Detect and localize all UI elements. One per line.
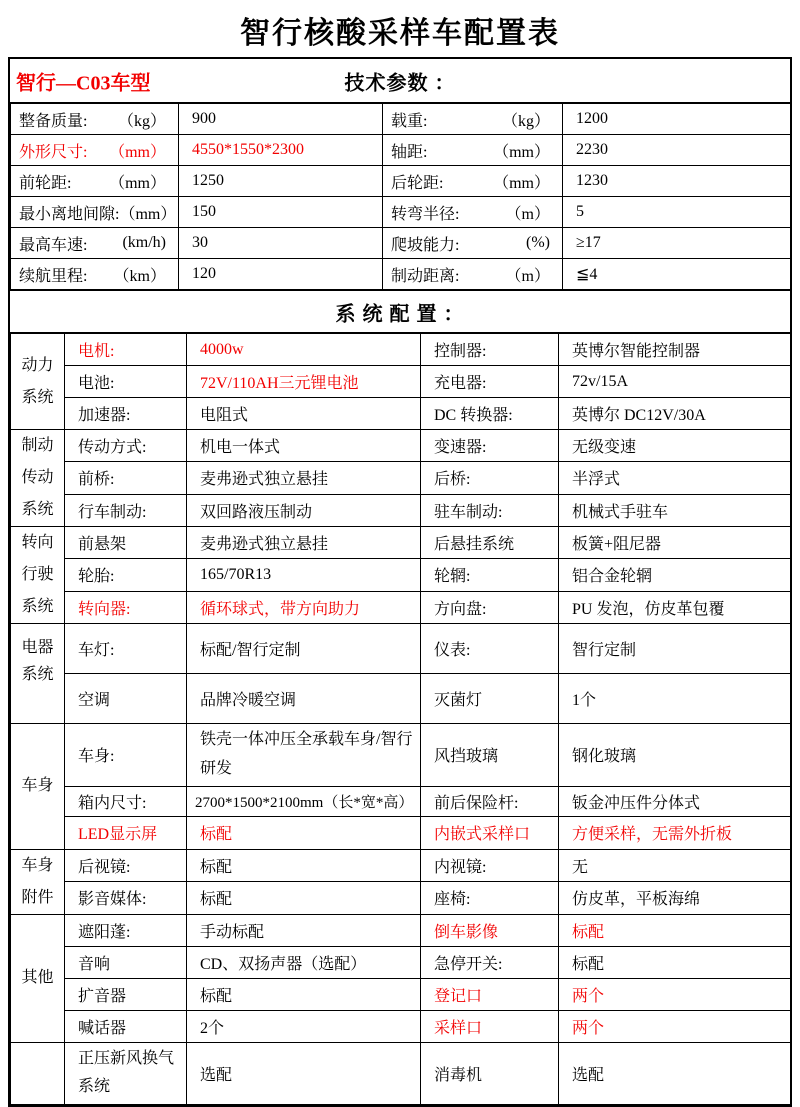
param-value-cell: 900 (179, 104, 383, 135)
group-line: 附件 (21, 888, 54, 906)
value-cell: 选配 (187, 1042, 421, 1105)
table-row (11, 494, 791, 526)
attr-cell: DC 转换器: (421, 398, 559, 430)
attr-cell: 倒车影像 (421, 914, 559, 946)
attr-cell: 后桥: (421, 462, 559, 494)
attr-cell: 音响 (65, 946, 187, 978)
attr-cell: 电机: (65, 334, 187, 366)
tech-params-header-row (10, 59, 790, 103)
group-line: 传动 (21, 469, 54, 486)
attr-cell: 登记口 (421, 978, 559, 1010)
table-row (11, 914, 791, 946)
param-label-cell (383, 166, 563, 197)
attr-cell: 充电器: (421, 366, 559, 398)
attr-cell: 正压新风换气系统 (65, 1042, 187, 1105)
param-unit: （mm） (109, 143, 166, 161)
param-unit: （m） (505, 267, 550, 285)
table-row (11, 559, 791, 591)
param-label-cell (11, 197, 179, 228)
value-cell: 麦弗逊式独立悬挂 (187, 462, 421, 494)
table-row (11, 978, 791, 1010)
system-config-header-row (10, 290, 790, 333)
table-row (11, 462, 791, 494)
model-name: 智行—C03车型 (16, 72, 151, 94)
attr-cell: 喊话器 (65, 1010, 187, 1042)
value-cell: 机电一体式 (187, 430, 421, 462)
value-cell: 1个 (559, 674, 791, 724)
group-line: 系统 (21, 388, 54, 406)
table-row (11, 398, 791, 430)
group-line: 系统 (21, 598, 54, 615)
param-unit: （km） (113, 267, 166, 285)
param-label-cell (11, 259, 179, 290)
param-label-cell (383, 197, 563, 228)
table-row (11, 104, 791, 135)
param-unit: （mm） (493, 143, 550, 161)
table-row (11, 197, 791, 228)
value-cell: 钢化玻璃 (559, 724, 791, 787)
param-label-cell (383, 104, 563, 135)
param-label: 转弯半径: (391, 205, 460, 223)
table-row (11, 366, 791, 398)
attr-cell: 传动方式: (65, 430, 187, 462)
param-label: 后轮距: (391, 174, 444, 192)
value-cell: 标配 (559, 946, 791, 978)
param-label: 制动距离: (391, 267, 460, 285)
param-label-cell (383, 228, 563, 259)
value-cell: 2700*1500*2100mm（长*宽*高） (187, 786, 421, 816)
attr-cell: 轮辋: (421, 559, 559, 591)
group-label-body-accessories (11, 849, 65, 914)
value-cell: 麦弗逊式独立悬挂 (187, 527, 421, 559)
value-cell: 标配 (187, 882, 421, 915)
attr-cell: 急停开关: (421, 946, 559, 978)
table-row (11, 849, 791, 882)
system-config-heading: 系 统 配 置 ： (335, 303, 465, 325)
param-unit: （kg） (501, 112, 550, 130)
attr-cell: 电池: (65, 366, 187, 398)
param-unit: （mm） (493, 174, 550, 192)
table-row (11, 624, 791, 674)
param-label-cell (11, 104, 179, 135)
value-cell: 铁壳一体冲压全承载车身/智行研发 (187, 724, 421, 787)
group-line: 车身 (21, 777, 54, 795)
param-value-cell: 4550*1550*2300 (179, 135, 383, 166)
attr-cell: 灭菌灯 (421, 674, 559, 724)
attr-cell: 驻车制动: (421, 494, 559, 526)
value-cell: 仿皮革，平板海绵 (559, 882, 791, 915)
param-label: 整备质量: (19, 112, 88, 130)
table-row (11, 724, 791, 787)
table-row (11, 674, 791, 724)
param-value-cell: 1250 (179, 166, 383, 197)
table-row (11, 228, 791, 259)
attr-cell: 前桥: (65, 462, 187, 494)
value-cell: PU 发泡，仿皮革包覆 (559, 591, 791, 623)
table-row (11, 786, 791, 816)
param-value-cell: ≦4 (563, 259, 791, 290)
attr-cell: 变速器: (421, 430, 559, 462)
param-label-cell (11, 135, 179, 166)
param-label: 最小离地间隙: (19, 205, 120, 223)
attr-cell: 后悬挂系统 (421, 527, 559, 559)
attr-cell: 箱内尺寸: (65, 786, 187, 816)
attr-cell: 控制器: (421, 334, 559, 366)
param-value-cell: 5 (563, 197, 791, 228)
param-label-cell (11, 166, 179, 197)
value-cell: 72v/15A (559, 366, 791, 398)
value-cell: 循环球式，带方向助力 (187, 591, 421, 623)
param-label: 前轮距: (19, 174, 72, 192)
group-label-empty (11, 1042, 65, 1105)
spec-sheet-table (8, 57, 792, 1107)
value-cell: 标配 (187, 816, 421, 849)
attr-cell: 消毒机 (421, 1042, 559, 1105)
param-value-cell: 150 (179, 197, 383, 228)
value-cell: 半浮式 (559, 462, 791, 494)
param-value-cell: ≥17 (563, 228, 791, 259)
table-row (11, 135, 791, 166)
value-cell: 4000w (187, 334, 421, 366)
value-cell: 165/70R13 (187, 559, 421, 591)
param-unit: （kg） (117, 112, 166, 130)
value-cell: 板簧+阻尼器 (559, 527, 791, 559)
attr-cell: 前悬架 (65, 527, 187, 559)
attr-cell: 加速器: (65, 398, 187, 430)
table-row (11, 430, 791, 462)
attr-cell: 内视镜: (421, 849, 559, 882)
tech-params-heading: 技术参数 ： (344, 72, 456, 94)
param-label-cell (11, 228, 179, 259)
attr-cell: 影音媒体: (65, 882, 187, 915)
attr-cell: 风挡玻璃 (421, 724, 559, 787)
param-value-cell: 1200 (563, 104, 791, 135)
page-title: 智行核酸采样车配置表 (240, 17, 560, 50)
value-cell: 标配 (559, 914, 791, 946)
value-cell: 两个 (559, 978, 791, 1010)
attr-cell: 采样口 (421, 1010, 559, 1042)
value-cell: 标配/智行定制 (187, 624, 421, 674)
attr-cell: 车灯: (65, 624, 187, 674)
value-cell: 两个 (559, 1010, 791, 1042)
group-line: 车身 (21, 856, 54, 874)
table-row (11, 334, 791, 366)
group-line: 行驶 (21, 566, 54, 583)
param-unit: (%) (526, 234, 550, 251)
attr-cell: 座椅: (421, 882, 559, 915)
table-row (11, 527, 791, 559)
value-cell: CD、双扬声器（选配） (187, 946, 421, 978)
param-value-cell: 120 (179, 259, 383, 290)
param-unit: （m） (505, 205, 550, 223)
param-label-cell (383, 135, 563, 166)
param-value-cell: 2230 (563, 135, 791, 166)
group-label-other (11, 914, 65, 1042)
attr-cell: 扩音器 (65, 978, 187, 1010)
value-cell: 选配 (559, 1042, 791, 1105)
param-label: 载重: (391, 112, 428, 130)
attr-cell: 车身: (65, 724, 187, 787)
table-row (11, 882, 791, 915)
value-cell: 手动标配 (187, 914, 421, 946)
attr-cell: 方向盘: (421, 591, 559, 623)
table-row (11, 259, 791, 290)
group-line: 系统 (21, 666, 54, 684)
value-cell: 标配 (187, 849, 421, 882)
attr-cell: 空调 (65, 674, 187, 724)
value-cell: 无 (559, 849, 791, 882)
table-row (11, 591, 791, 623)
param-value-cell: 1230 (563, 166, 791, 197)
attr-cell: 行车制动: (65, 494, 187, 526)
value-cell: 无级变速 (559, 430, 791, 462)
table-row (11, 1010, 791, 1042)
value-cell: 电阻式 (187, 398, 421, 430)
tech-params-table (10, 103, 791, 290)
group-line: 动力 (21, 356, 54, 374)
value-cell: 双回路液压制动 (187, 494, 421, 526)
group-line: 其他 (21, 969, 54, 987)
param-unit: （mm） (119, 205, 177, 223)
group-label-electrical-system (11, 624, 65, 724)
value-cell: 机械式手驻车 (559, 494, 791, 526)
param-label: 续航里程: (19, 267, 88, 285)
group-label-brake-transmission-system (11, 430, 65, 527)
attr-cell: 前后保险杆: (421, 786, 559, 816)
value-cell: 标配 (187, 978, 421, 1010)
param-unit: (km/h) (122, 234, 166, 251)
table-row (11, 946, 791, 978)
param-label: 爬坡能力: (391, 236, 460, 254)
group-line: 制动 (21, 437, 54, 454)
value-cell: 72V/110AH三元锂电池 (187, 366, 421, 398)
table-row (11, 166, 791, 197)
group-label-body (11, 724, 65, 850)
value-cell: 品牌冷暖空调 (187, 674, 421, 724)
attr-cell: LED显示屏 (65, 816, 187, 849)
value-cell: 智行定制 (559, 624, 791, 674)
group-line: 转向 (21, 534, 54, 551)
table-row (11, 816, 791, 849)
value-cell: 铝合金轮辋 (559, 559, 791, 591)
value-cell: 钣金冲压件分体式 (559, 786, 791, 816)
attr-cell: 后视镜: (65, 849, 187, 882)
param-value-cell: 30 (179, 228, 383, 259)
value-cell: 英博尔智能控制器 (559, 334, 791, 366)
attr-cell: 转向器: (65, 591, 187, 623)
attr-cell: 内嵌式采样口 (421, 816, 559, 849)
system-config-table (10, 333, 791, 1105)
group-label-power-system (11, 334, 65, 430)
value-cell: 方便采样，无需外折板 (559, 816, 791, 849)
value-cell: 2个 (187, 1010, 421, 1042)
group-label-steering-driving-system (11, 527, 65, 624)
param-label: 最高车速: (19, 236, 88, 254)
value-cell: 英博尔 DC12V/30A (559, 398, 791, 430)
attr-cell: 遮阳蓬: (65, 914, 187, 946)
param-label: 轴距: (391, 143, 428, 161)
group-line: 电器 (21, 639, 54, 656)
attr-cell: 仪表: (421, 624, 559, 674)
group-line: 系统 (21, 501, 54, 518)
table-row (11, 1042, 791, 1105)
param-label: 外形尺寸: (19, 143, 88, 161)
param-unit: （mm） (109, 174, 166, 192)
param-label-cell (383, 259, 563, 290)
attr-cell: 轮胎: (65, 559, 187, 591)
